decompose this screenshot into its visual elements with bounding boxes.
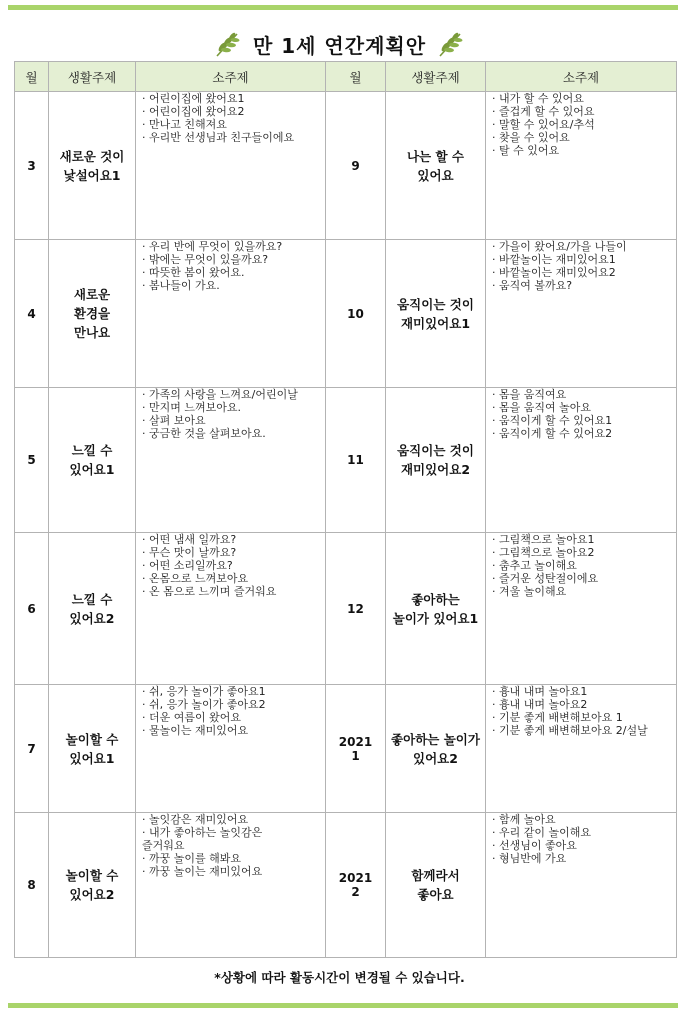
laurel-branch-icon — [436, 29, 466, 59]
subtopic-list — [142, 813, 319, 878]
subtopic-item: · 따뜻한 봄이 왔어요. — [142, 266, 319, 279]
subtopic-item: · 움직이게 할 수 있어요2 — [492, 427, 670, 440]
subtopic-item: · 무슨 맛이 날까요? — [142, 546, 319, 559]
table-header-row — [15, 62, 677, 92]
table-row — [15, 533, 677, 685]
subtopic-item: · 어린이집에 왔어요2 — [142, 105, 319, 118]
subtopics-cell — [486, 92, 677, 240]
subtopic-item: · 어떤 냄새 일까요? — [142, 533, 319, 546]
month-cell: 10 — [326, 240, 386, 388]
life-theme-cell: 나는 할 수 있어요 — [386, 92, 486, 240]
subtopic-item: · 만나고 친해져요 — [142, 118, 319, 131]
table-row — [15, 388, 677, 533]
subtopic-item: · 밖에는 무엇이 있을까요? — [142, 253, 319, 266]
subtopic-list — [142, 533, 319, 598]
subtopic-item: · 그림책으로 놀아요2 — [492, 546, 670, 559]
annual-plan-table — [14, 61, 677, 958]
subtopics-cell — [486, 240, 677, 388]
month-cell: 8 — [15, 813, 49, 958]
subtopics-cell — [486, 533, 677, 685]
subtopic-list — [142, 240, 319, 292]
subtopic-item: · 살펴 보아요 — [142, 414, 319, 427]
month-cell: 2021 1 — [326, 685, 386, 813]
subtopics-cell — [136, 240, 326, 388]
footnote: *상황에 따라 활동시간이 변경될 수 있습니다. — [214, 970, 465, 985]
title-area — [0, 24, 679, 64]
subtopic-item: · 바깥놀이는 재미있어요1 — [492, 253, 670, 266]
top-accent-bar — [8, 5, 678, 10]
subtopic-list — [492, 685, 670, 737]
subtopics-cell — [136, 813, 326, 958]
life-theme-cell: 느낄 수 있어요1 — [49, 388, 136, 533]
subtopic-item: · 겨울 놀이해요 — [492, 585, 670, 598]
life-theme-cell: 놀이할 수 있어요1 — [49, 685, 136, 813]
table-row — [15, 685, 677, 813]
subtopic-list — [142, 388, 319, 440]
bottom-accent-bar — [8, 1003, 678, 1008]
subtopics-cell — [136, 685, 326, 813]
subtopic-item: · 즐겁게 할 수 있어요 — [492, 105, 670, 118]
laurel-branch-icon — [213, 29, 243, 59]
life-theme-cell: 느낄 수 있어요2 — [49, 533, 136, 685]
subtopic-item: · 더운 여름이 왔어요 — [142, 711, 319, 724]
subtopic-item: · 가족의 사랑을 느껴요/어린이날 — [142, 388, 319, 401]
life-theme-cell: 함께라서 좋아요 — [386, 813, 486, 958]
subtopic-item: · 까꿍 놀이는 재미있어요 — [142, 865, 319, 878]
life-theme-cell: 좋아하는 놀이가 있어요2 — [386, 685, 486, 813]
subtopic-item: · 놀잇감은 재미있어요 — [142, 813, 319, 826]
table-row — [15, 92, 677, 240]
month-cell: 12 — [326, 533, 386, 685]
subtopic-item: · 온몸으로 느껴보아요 — [142, 572, 319, 585]
subtopic-item: · 까꿍 놀이를 해봐요 — [142, 852, 319, 865]
life-theme-cell: 좋아하는 놀이가 있어요1 — [386, 533, 486, 685]
table-row — [15, 240, 677, 388]
subtopic-item: · 흉내 내며 놀아요1 — [492, 685, 670, 698]
subtopics-cell — [486, 388, 677, 533]
month-cell: 9 — [326, 92, 386, 240]
month-cell: 11 — [326, 388, 386, 533]
subtopic-item: · 만지며 느껴보아요. — [142, 401, 319, 414]
subtopic-item: · 쉬, 응가 놀이가 좋아요2 — [142, 698, 319, 711]
header-month: 월 — [15, 62, 49, 92]
subtopic-item: · 찾을 수 있어요 — [492, 131, 670, 144]
subtopic-item: · 형님반에 가요 — [492, 852, 670, 865]
subtopics-cell — [486, 813, 677, 958]
life-theme-cell: 움직이는 것이 재미있어요1 — [386, 240, 486, 388]
table-row — [15, 813, 677, 958]
month-cell: 6 — [15, 533, 49, 685]
subtopic-item: · 선생님이 좋아요 — [492, 839, 670, 852]
subtopic-item: · 몸을 움직여요 — [492, 388, 670, 401]
subtopic-item: · 궁금한 것을 살펴보아요. — [142, 427, 319, 440]
subtopic-item: · 우리 반에 무엇이 있을까요? — [142, 240, 319, 253]
month-cell: 7 — [15, 685, 49, 813]
subtopic-item: · 바깥놀이는 재미있어요2 — [492, 266, 670, 279]
header-subtopic: 소주제 — [136, 62, 326, 92]
subtopics-cell — [136, 92, 326, 240]
subtopic-list — [492, 533, 670, 598]
subtopic-item: · 우리반 선생님과 친구들이에요 — [142, 131, 319, 144]
subtopic-item: · 봄나들이 가요. — [142, 279, 319, 292]
subtopic-item: · 내가 할 수 있어요 — [492, 92, 670, 105]
subtopic-item: · 기분 좋게 배변해보아요 2/설날 — [492, 724, 670, 737]
subtopic-item: · 움직이게 할 수 있어요1 — [492, 414, 670, 427]
month-cell: 3 — [15, 92, 49, 240]
header-life-theme: 생활주제 — [386, 62, 486, 92]
life-theme-cell: 새로운 것이 낯설어요1 — [49, 92, 136, 240]
subtopics-cell — [136, 533, 326, 685]
page-title: 만 1세 연간계획안 — [252, 33, 427, 58]
subtopic-list — [492, 92, 670, 157]
life-theme-cell: 새로운 환경을 만나요 — [49, 240, 136, 388]
subtopic-item: · 즐거운 성탄절이에요 — [492, 572, 670, 585]
subtopic-item: · 온 몸으로 느끼며 즐거워요 — [142, 585, 319, 598]
subtopic-item: · 쉬, 응가 놀이가 좋아요1 — [142, 685, 319, 698]
subtopic-list — [142, 685, 319, 737]
subtopic-item: · 내가 좋아하는 놀잇감은 즐거워요 — [142, 826, 319, 852]
subtopic-item: · 말할 수 있어요/추석 — [492, 118, 670, 131]
subtopic-item: · 춤추고 놀이해요 — [492, 559, 670, 572]
header-subtopic: 소주제 — [486, 62, 677, 92]
subtopics-cell — [136, 388, 326, 533]
subtopic-item: · 움직여 볼까요? — [492, 279, 670, 292]
subtopic-item: · 가을이 왔어요/가을 나들이 — [492, 240, 670, 253]
subtopic-list — [142, 92, 319, 144]
subtopics-cell — [486, 685, 677, 813]
subtopic-item: · 함께 놀아요 — [492, 813, 670, 826]
subtopic-item: · 우리 같이 놀이해요 — [492, 826, 670, 839]
subtopic-item: · 어린이집에 왔어요1 — [142, 92, 319, 105]
life-theme-cell: 움직이는 것이 재미있어요2 — [386, 388, 486, 533]
subtopic-item: · 몸을 움직여 놀아요 — [492, 401, 670, 414]
month-cell: 5 — [15, 388, 49, 533]
header-month: 월 — [326, 62, 386, 92]
subtopic-item: · 물놀이는 재미있어요 — [142, 724, 319, 737]
subtopic-item: · 기분 좋게 배변해보아요 1 — [492, 711, 670, 724]
life-theme-cell: 놀이할 수 있어요2 — [49, 813, 136, 958]
subtopic-item: · 그림책으로 놀아요1 — [492, 533, 670, 546]
subtopic-item: · 흉내 내며 놀아요2 — [492, 698, 670, 711]
subtopic-list — [492, 388, 670, 440]
month-cell: 4 — [15, 240, 49, 388]
subtopic-list — [492, 813, 670, 865]
subtopic-list — [492, 240, 670, 292]
header-life-theme: 생활주제 — [49, 62, 136, 92]
month-cell: 2021 2 — [326, 813, 386, 958]
subtopic-item: · 탈 수 있어요 — [492, 144, 670, 157]
subtopic-item: · 어떤 소리일까요? — [142, 559, 319, 572]
